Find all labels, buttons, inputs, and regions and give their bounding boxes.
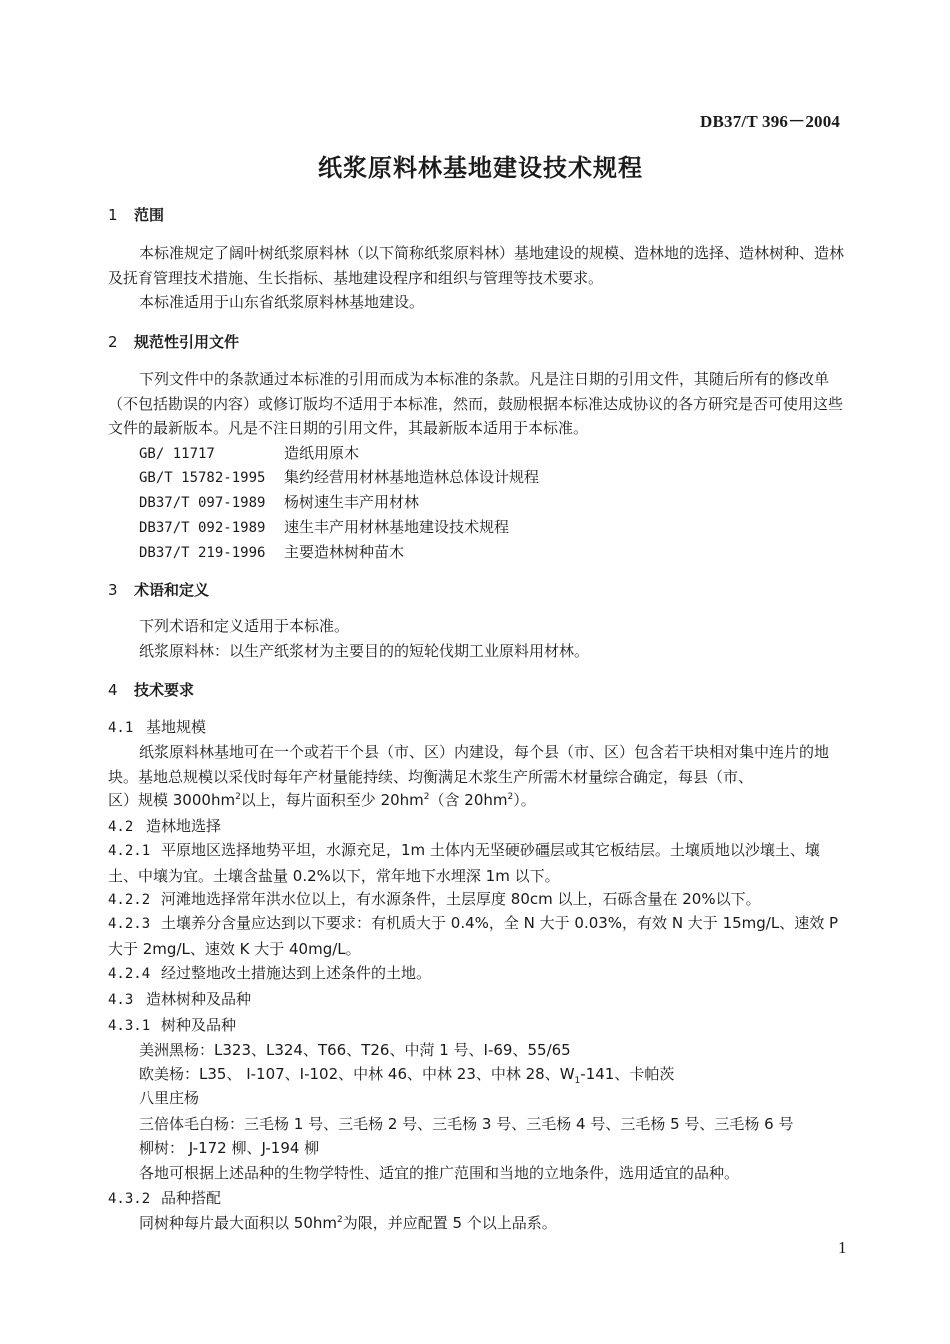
clause-number: 4.2.2 — [108, 892, 151, 908]
superscript: 2 — [235, 792, 241, 802]
clause-title: 品种搭配 — [161, 1189, 222, 1207]
text-fragment: ）。 — [513, 791, 536, 809]
section-number: 2 — [108, 333, 118, 351]
text-fragment: -141、卡帕茨 — [580, 1065, 675, 1083]
reference-title: 集约经营用材林基地造林总体设计规程 — [284, 468, 540, 486]
clause-text: 经过整地改土措施达到上述条件的土地。 — [161, 964, 432, 982]
section-title: 术语和定义 — [134, 581, 210, 599]
reference-title: 速生丰产用材林基地建设技术规程 — [284, 518, 510, 536]
text-fragment: （含 20hm — [429, 791, 508, 809]
section-4-heading — [108, 679, 194, 700]
species-line-2 — [139, 1063, 674, 1086]
clause-number: 4.2.4 — [108, 966, 151, 982]
reference-code: DB37/T 092-1989 — [139, 520, 266, 536]
section-title: 范围 — [134, 206, 165, 224]
reference-code: DB37/T 097-1989 — [139, 495, 266, 511]
clause-number: 4.3.2 — [108, 1191, 151, 1207]
reference-row — [139, 516, 509, 537]
section-2-paragraph: 下列文件中的条款通过本标准的引用而成为本标准的条款。凡是注日期的引用文件，其随后所有的修改单（不包括勘误的内容）或修订版均不适用于本标准，然而，鼓励根据本标准达成协议的各方研究是否可使用这些文件的最新版本。凡是不注日期的引用文件，其最新版本适用于本标准。 — [108, 370, 844, 437]
superscript: 2 — [336, 1215, 343, 1225]
text-fragment: 同树种每片最大面积以 50hm — [139, 1214, 337, 1232]
subscript: 1 — [574, 1076, 581, 1086]
section-title: 规范性引用文件 — [134, 333, 240, 351]
reference-title: 杨树速生丰产用材林 — [284, 493, 420, 511]
reference-row — [139, 491, 419, 512]
text-fragment: 欧美杨：L35、 I-107、I-102、中林 46、中林 23、中林 28、W — [139, 1065, 575, 1083]
section-1-paragraph-1: 本标准规定了阔叶树纸浆原料林（以下简称纸浆原料林）基地建设的规模、造林地的选择、造林树种、造林及抚育管理技术措施、生长指标、基地建设程序和组织与管理等技术要求。 — [108, 244, 845, 287]
subsection-title: 造林地选择 — [146, 817, 222, 835]
reference-code: GB/ 11717 — [139, 446, 215, 462]
subsection-title: 基地规模 — [146, 718, 207, 736]
species-line-3: 八里庄杨 — [139, 1089, 200, 1107]
standard-code: DB37/T 396－2004 — [700, 112, 841, 131]
clause-number: 4.2.3 — [108, 916, 151, 932]
reference-title: 造纸用原木 — [284, 444, 360, 462]
clause-4-3-1-heading — [108, 1014, 236, 1035]
species-note: 各地可根据上述品种的生物学特性、适宜的推广范围和当地的立地条件，选用适宜的品种。 — [139, 1164, 740, 1182]
clause-text: 河滩地选择常年洪水位以上，有水源条件，土层厚度 80cm 以上，石砾含量在 20%以下。 — [161, 890, 761, 908]
section-2-heading — [108, 331, 239, 352]
subsection-4-1-paragraph: 纸浆原料林基地可在一个或若干个县（市、区）内建设，每个县（市、区）包含若干块相对集中连片的地块。基地总规模以采伐时每年产材量能持续、均衡满足木浆生产所需木材量综合确定，每县（市、 — [108, 743, 830, 786]
clause-4-2-1 — [108, 838, 848, 888]
subsection-4-1-paragraph-end — [108, 789, 536, 810]
section-number: 3 — [108, 581, 118, 599]
clause-4-3-2-text — [139, 1212, 557, 1233]
clause-text: 土壤养分含量应达到以下要求：有机质大于 0.4%，全 N 大于 0.03%，有效 N 大于 15mg/L、速效 P 大于 2mg/L、速效 K 大于 40mg/L。 — [108, 914, 839, 958]
section-3-heading — [108, 579, 209, 600]
section-number: 1 — [108, 206, 118, 224]
species-line-4: 三倍体毛白杨：三毛杨 1 号、三毛杨 2 号、三毛杨 3 号、三毛杨 4 号、三毛杨 5 号、三毛杨 6 号 — [139, 1115, 794, 1133]
species-line-1: 美洲黑杨：L323、L324、T66、T26、中菏 1 号、I-69、55/65 — [139, 1041, 571, 1059]
clause-4-2-2 — [108, 888, 761, 909]
clause-4-2-3 — [108, 911, 848, 961]
clause-title: 树种及品种 — [161, 1016, 237, 1034]
subsection-number: 4.3 — [108, 992, 134, 1008]
superscript: 2 — [507, 792, 514, 802]
subsection-number: 4.2 — [108, 819, 134, 835]
reference-row — [139, 442, 359, 463]
subsection-4-2-heading — [108, 815, 221, 836]
page-number: 1 — [838, 1238, 847, 1257]
section-number: 4 — [108, 681, 118, 699]
reference-code: GB/T 15782-1995 — [139, 470, 266, 486]
reference-code: DB37/T 219-1996 — [139, 545, 266, 561]
section-1-heading — [108, 204, 164, 225]
reference-title: 主要造林树种苗木 — [284, 543, 405, 561]
clause-number: 4.3.1 — [108, 1018, 151, 1034]
section-1-paragraph-2: 本标准适用于山东省纸浆原料林基地建设。 — [139, 293, 425, 311]
subsection-number: 4.1 — [108, 720, 134, 736]
subsection-4-3-heading — [108, 988, 251, 1009]
page-title: 纸浆原料林基地建设技术规程 — [318, 154, 643, 182]
subsection-4-1-heading — [108, 716, 206, 737]
subsection-title: 造林树种及品种 — [146, 990, 252, 1008]
section-title: 技术要求 — [134, 681, 195, 699]
species-line-5: 柳树： J-172 柳、J-194 柳 — [139, 1139, 320, 1157]
text-fragment: 区）规模 3000hm — [108, 791, 236, 809]
clause-4-3-2-heading — [108, 1187, 221, 1208]
reference-row — [139, 466, 539, 487]
superscript: 2 — [423, 792, 430, 802]
section-3-paragraph-1: 下列术语和定义适用于本标准。 — [139, 617, 350, 635]
text-fragment: 为限，并应配置 5 个以上品系。 — [342, 1214, 557, 1232]
clause-number: 4.2.1 — [108, 843, 151, 859]
clause-text: 平原地区选择地势平坦，水源充足，1m 土体内无坚硬砂礓层或其它板结层。土壤质地以沙壤土、壤土、中壤为宜。土壤含盐量 0.2%以下，常年地下水埋深 1m 以下。 — [108, 841, 820, 885]
clause-4-2-4 — [108, 962, 431, 983]
text-fragment: 以上，每片面积至少 20hm — [240, 791, 424, 809]
section-3-paragraph-2: 纸浆原料林：以生产纸浆材为主要目的的短轮伐期工业原料用材林。 — [139, 642, 590, 660]
reference-row — [139, 541, 404, 562]
